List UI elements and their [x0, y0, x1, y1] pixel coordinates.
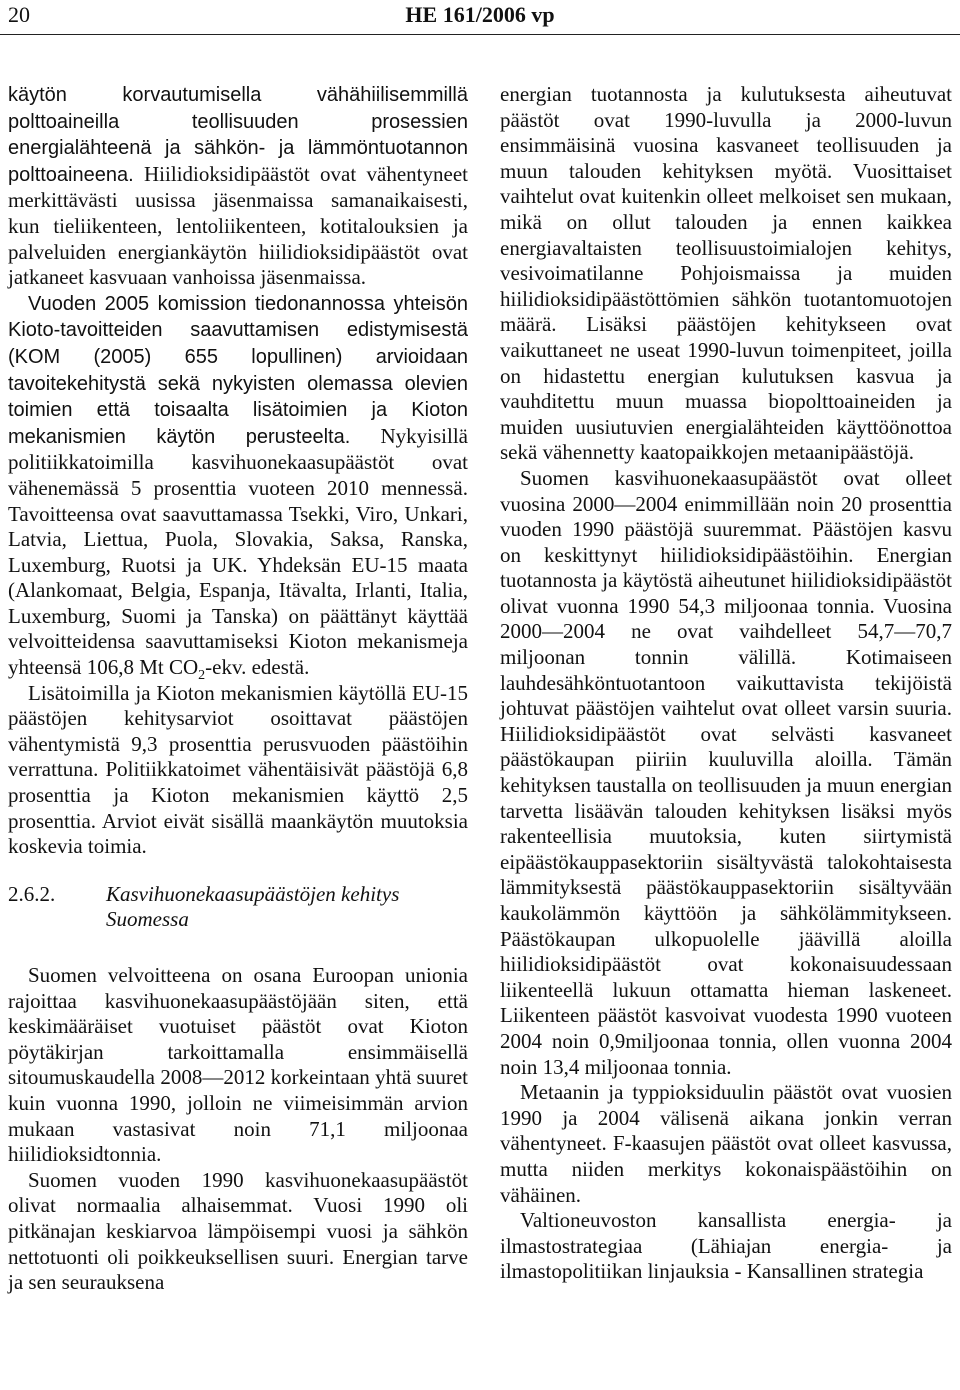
paragraph [8, 82, 468, 291]
paragraph-text: Nykyisillä politiikkatoimilla kasvihuonekaasupäästöt ovat vähenemässä 5 prosenttia vuoteen 2010 mennessä. Tavoitteensa ovat saavuttamassa Tsekki, Viro, Unkari, Latvia, Liettua, Puola, Slovakia, Saksa, Ranska, Luxemburg, Ruotsi ja UK. Yhdeksän EU-15 maata (Alankomaat, Belgia, Espanja, Itävalta, Irlanti, Italia, Luxemburg, Suomi ja Tanska) on päättänyt käyttää velvoitteidensa saavuttamiseksi Kioton mekanismeja yhteensä 106,8 Mt CO [8, 423, 469, 680]
subscript: 2 [198, 668, 206, 684]
header-rule [0, 34, 960, 35]
section-title: Kasvihuonekaasupäästöjen kehitys Suomessa [106, 881, 400, 932]
document-id: HE 161/2006 vp [405, 2, 555, 27]
left-column [8, 82, 468, 1296]
paragraph-text: Hiilidioksidipäästöt ovat vähentyneet merkittävästi uusissa jäsenmaissa samanaikaisesti, kun tieliikenteen, lentoliikenteen, kotitalouksien ja palveluiden energiankäytön hiilidioksidipäästöt ovat jatkaneet kasvuaan vanhoissa jäsenmaissa. [8, 161, 468, 290]
paragraph: Suomen vuoden 1990 kasvihuonekaasupäästöt olivat normaalia alhaisemmat. Vuosi 1990 oli pitkänajan keskiarvoa lämpöisempi vuosi ja sähkön nettotuonti oli poikkeuksellisen suuri. Energian tarve ja sen seurauksena [8, 1167, 468, 1295]
paragraph: energian tuotannosta ja kulutuksesta aiheutuvat päästöt ovat 1990-luvulla ja 2000-luvun ensimmäisinä vuosina kasvaneet teollisuuden ja muun talouden kehityksen myötä. Vuosittaiset vaihtelut ovat kuitenkin olleet melkoiset sen mukaan, mikä on ollut talouden ja ennen kaikkea energiavaltaisten teollisuustoimialojen kehitys, vesivoimatilanne Pohjoismaissa ja muiden hiilidioksidipäästöttömien sähkön tuotantomuotojen määrä. Lisäksi päästöjen kehitykseen ovat vaikuttaneet ne useat 1990-luvun toimenpiteet, joilla on hidastettu energian kulutuksen kasvua ja vauhditettu muun muassa biopolttoaineiden ja muiden uusiutuvien energialähteiden käyttöönottoa sekä vähennetty kaatopaikkojen metaanipäästöjä. [500, 82, 952, 465]
paragraph: Lisätoimilla ja Kioton mekanismien käytöllä EU-15 päästöjen kehitysarviot osoittavat päästöjen vähentymistä 9,3 prosenttia perusvuoden päästöihin verrattuna. Politiikkatoimet vähentäisivät päästöjä 6,8 prosenttia ja Kioton mekanismien käyttö 2,5 prosenttia. Arviot eivät sisällä maankäytön muutoksia koskevia toimia. [8, 680, 468, 859]
right-column [500, 82, 952, 1285]
paragraph-sans-text: Vuoden 2005 komission tiedonannossa yhteisön Kioto-tavoitteiden saavuttamisen edistymisestä (KOM (2005) 655 lopullinen) arvioidaan tavoitekehitystä sekä nykyisten olemassa olevien toimien että toisaalta lisätoimien ja Kioton mekanismien käytön perusteelta. [8, 292, 468, 448]
paragraph-sans-text: käytön korvautumisella vähähiilisemmillä polttoaineilla teollisuuden prosessien energialähteenä ja sähkön- ja lämmöntuotannon polttoaineena. [8, 84, 468, 186]
paragraph: Metaanin ja typpioksiduulin päästöt ovat vuosien 1990 ja 2004 välisenä aikana jonkin verran vähentyneet. F-kaasujen päästöt ovat olleet kasvussa, mutta niiden merkitys kokonaispäästöihin on vähäinen. [500, 1080, 952, 1207]
paragraph: Valtioneuvoston kansallista energia- ja ilmastostrategiaa (Lähiajan energia- ja ilmastopolitiikan linjauksia - Kansallinen strategia [500, 1208, 952, 1284]
paragraph: Suomen kasvihuonekaasupäästöt ovat olleet vuosina 2000—2004 enimmillään noin 20 prosenttia vuoden 1990 päästöjä suuremmat. Päästöjen kasvu on keskittynyt hiilidioksidipäästöihin. Energian tuotannosta ja käytöstä aiheutunet hiilidioksidipäästöt olivat vuonna 1990 54,3 miljoonaa tonnia. Vuosina 2000—2004 ne ovat vaihdelleet 54,7—70,7 miljoonan tonnin välillä. Kotimaiseen lauhdesähköntuotantoon vaikuttavista tekijöistä johtuvat päästöjen vaihtelut ovat olleet varsin suuria. Hiilidioksidipäästöt ovat selvästi kasvaneet päästökaupan piiriin kuuluvilla aloilla. Tämän kehityksen taustalla on teollisuuden ja muun energian tarvetta lisäävän talouden kehityksen lisäksi myös rakenteellisia muutoksia, kuten siirtymistä eipäästökauppasektoriin sisältyvästä talokohtaisesta lämmityksestä päästökauppasektoriin sisältyvään kaukolämmön käyttöön ja sähkölämmitykseen. Päästökaupan ulkopuolelle jäävillä aloilla hiilidioksidipäästöt ovat kokonaisuudessaan liikenteellä lukuun ottamatta hieman laskeneet. Liikenteen päästöt kasvoivat vuodesta 1990 vuoteen 2004 noin 0,9miljoonaa tonnia, ollen vuonna 2004 noin 13,4 miljoonaa tonnia. [500, 465, 952, 1079]
paragraph: Suomen velvoitteena on osana Euroopan unionia rajoittaa kasvihuonekaasupäästöjään siten, että keskimääräiset vuotuiset päästöt ovat Kioton pöytäkirjan tarkoittamalla ensimmäisellä sitoumuskaudella 2008—2012 korkeintaan yhtä suuret kuin vuonna 1990, jolloin ne viimeisimmän arvion mukaan vastasivat noin 71,1 miljoonaa hiilidioksidtonnia. [8, 963, 468, 1167]
section-heading [8, 882, 468, 933]
section-number: 2.6.2. [8, 881, 56, 906]
page-number: 20 [8, 2, 30, 27]
paragraph-text: -ekv. edestä. [205, 655, 310, 680]
paragraph [8, 291, 469, 684]
